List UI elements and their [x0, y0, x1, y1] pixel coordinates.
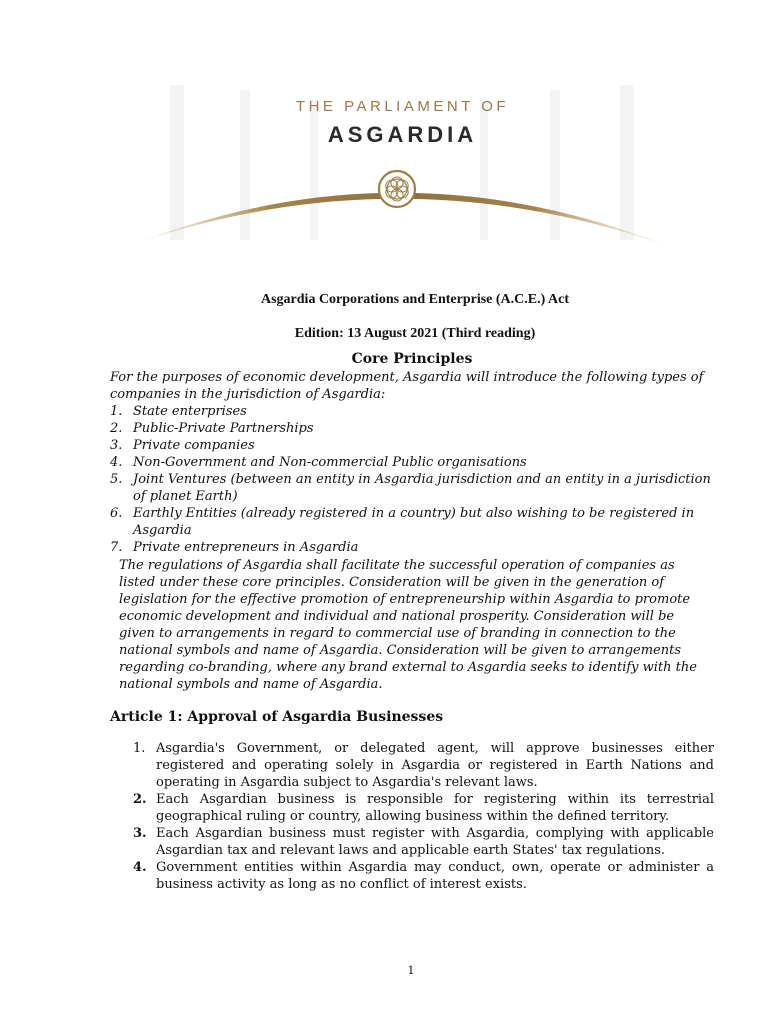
- list-item-number: 3.: [110, 438, 123, 453]
- list-item-number: 7.: [110, 540, 123, 555]
- list-item-text: Joint Ventures (between an entity in Asgardia jurisdiction and an entity in a jurisdiction of planet Earth): [133, 472, 711, 504]
- list-item-number: 2.: [110, 421, 123, 436]
- list-item-text: Each Asgardian business must register with Asgardia, complying with applicable Asgardian tax and relevant laws and applicable earth States' tax regulations.: [156, 826, 714, 858]
- core-principles-heading: Core Principles: [351, 351, 473, 367]
- page-number: 1: [407, 964, 415, 977]
- list-item-text: Government entities within Asgardia may conduct, own, operate or administer a business activity as long as no conflict of interest exists.: [156, 860, 714, 892]
- list-item: [133, 859, 714, 893]
- list-item-number: 1.: [110, 404, 123, 419]
- header-subtitle: THE PARLIAMENT OF: [295, 98, 510, 115]
- list-item: [110, 420, 715, 437]
- list-item: [110, 454, 715, 471]
- list-item-number: 4.: [110, 455, 123, 470]
- list-item: [110, 539, 715, 556]
- list-item: [133, 825, 714, 859]
- list-item-text: Earthly Entities (already registered in a country) but also wishing to be registered in Asgardia: [133, 506, 695, 538]
- asgardia-emblem-icon: [379, 171, 415, 207]
- document-title: Asgardia Corporations and Enterprise (A.C.E.) Act: [261, 292, 569, 307]
- core-principles-list: [110, 403, 715, 556]
- core-principles-intro: For the purposes of economic development, Asgardia will introduce the following types of companies in the jurisdiction of Asgardia:: [110, 370, 704, 402]
- list-item-text: Public-Private Partnerships: [133, 421, 314, 436]
- list-item-text: Non-Government and Non-commercial Public organisations: [133, 455, 527, 470]
- list-item: [110, 403, 715, 420]
- list-item-number: 2.: [133, 792, 147, 807]
- list-item-number: 1.: [133, 741, 146, 756]
- parliament-header-logo: [130, 80, 675, 250]
- header-title: ASGARDIA: [327, 122, 478, 147]
- list-item-text: State enterprises: [133, 404, 247, 419]
- list-item-number: 5.: [110, 472, 123, 487]
- list-item: [133, 740, 714, 791]
- document-edition: Edition: 13 August 2021 (Third reading): [294, 326, 536, 341]
- article-1-list: [133, 740, 714, 893]
- list-item: [110, 471, 715, 505]
- list-item-number: 3.: [133, 826, 147, 841]
- list-item-number: 4.: [133, 860, 147, 875]
- list-item-text: Private companies: [133, 438, 255, 453]
- list-item-text: Each Asgardian business is responsible for registering within its terrestrial geographical ruling or country, allowing business within the defined territory.: [156, 792, 714, 824]
- list-item-text: Asgardia's Government, or delegated agent, will approve businesses either registered and operating solely in Asgardia or registered in Earth Nations and operating in Asgardia subject to Asgardia's relevant laws.: [156, 741, 714, 790]
- article-1-heading: Article 1: Approval of Asgardia Businesses: [110, 709, 444, 725]
- list-item: [133, 791, 714, 825]
- core-principles-paragraph: The regulations of Asgardia shall facilitate the successful operation of companies as listed under these core principles. Consideration will be given in the generation of legislation for the effective promotion of entrepreneurship within Asgardia to promote economic development and individual and national prosperity. Consideration will be given to arrangements in regard to commercial use of branding in connection to the national symbols and name of Asgardia. Consideration will be given to arrangements regarding co-branding, where any brand external to Asgardia seeks to identify with the national symbols and name of Asgardia.: [119, 558, 697, 692]
- list-item-number: 6.: [110, 506, 123, 521]
- list-item: [110, 505, 715, 539]
- list-item: [110, 437, 715, 454]
- list-item-text: Private entrepreneurs in Asgardia: [133, 540, 359, 555]
